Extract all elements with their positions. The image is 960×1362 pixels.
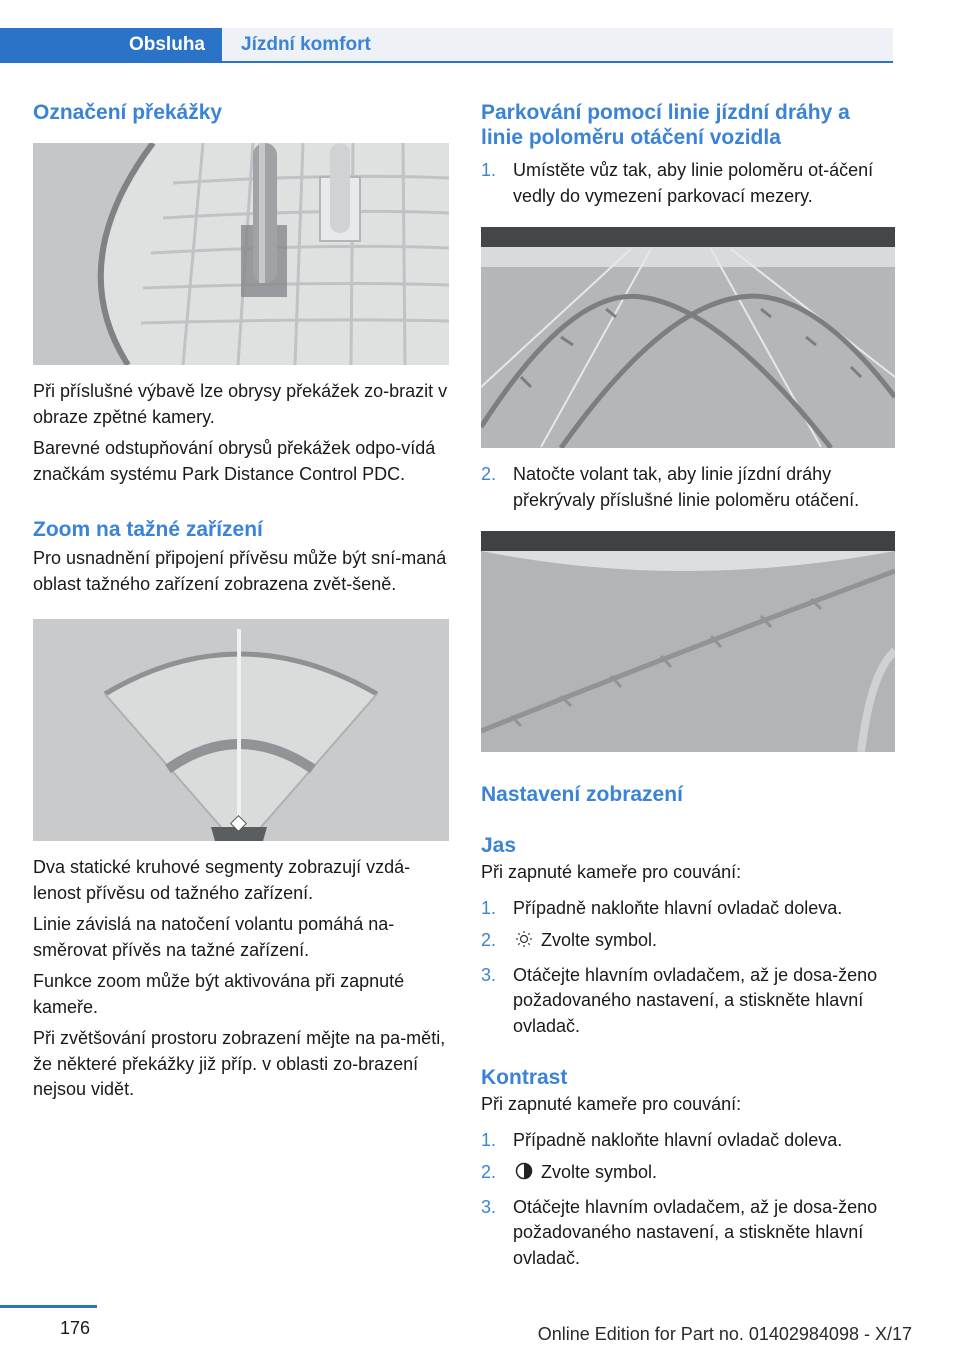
step-text: Umístěte vůz tak, aby linie poloměru ot-áčení vedly do vymezení parkovací mezery. [513, 160, 874, 206]
zoom-title: Zoom na tažné zařízení [33, 518, 263, 541]
header-divider [0, 61, 893, 63]
zoom-paragraph-5: Při zvětšování prostoru zobrazení mějte na pa-měti, že některé překážky již příp. v oblasti zo-brazení nejsou vidět. [33, 1028, 446, 1099]
footer-divider [0, 1305, 97, 1308]
contrast-icon [513, 1162, 535, 1188]
contrast-title: Kontrast [481, 1066, 568, 1089]
brightness-steps [481, 896, 895, 1040]
step-text: Otáčejte hlavním ovladačem, až je dosa-ženo požadovaného nastavení, a stiskněte hlavní ovladač. [513, 964, 878, 1036]
step-number: 2. [481, 464, 497, 484]
list-item [481, 1128, 895, 1154]
left-column [33, 100, 449, 1103]
edition-footer: Online Edition for Part no. 01402984098 - X/17 [537, 1324, 912, 1344]
header-tabs [0, 28, 893, 61]
list-item [481, 963, 895, 1040]
step-text: Případně nakloňte hlavní ovladač doleva. [513, 897, 843, 918]
zoom-paragraph-1: Pro usnadnění připojení přívěsu může být sní-maná oblast tažného zařízení zobrazena zvět-šeně. [33, 548, 447, 594]
step-number: 2. [481, 930, 497, 950]
step-number: 1. [481, 1129, 497, 1150]
brightness-intro: Při zapnuté kameře pro couvání: [481, 862, 742, 882]
obstacle-title: Označení překážky [33, 101, 223, 124]
obstacle-paragraph-2: Barevné odstupňování obrysů překážek odpo-vídá značkám systému Park Distance Control PDC. [33, 438, 436, 484]
page-number: 176 [60, 1318, 91, 1338]
parking-steps-2 [481, 462, 895, 513]
step-number: 2. [481, 1162, 497, 1182]
list-item [481, 896, 895, 922]
step-number: 3. [481, 1196, 497, 1217]
list-item [481, 158, 895, 209]
parking-title: Parkování pomocí linie jízdní dráhy a linie poloměru otáčení vozidla [481, 101, 850, 149]
step-number: 1. [481, 897, 497, 918]
step-number: 3. [481, 964, 497, 985]
list-item [481, 462, 895, 513]
step-text: Případně nakloňte hlavní ovladač doleva. [513, 1129, 843, 1150]
obstacle-paragraph-1: Při příslušné výbavě lze obrysy překážek zo-brazit v obraze zpětné kamery. [33, 381, 448, 427]
obstacle-marking-image [33, 143, 449, 365]
zoom-paragraph-3: Linie závislá na natočení volantu pomáhá na-směrovat přívěs na tažné zařízení. [33, 914, 395, 960]
display-settings-title: Nastavení zobrazení [481, 783, 683, 806]
list-item [481, 1195, 895, 1272]
contrast-intro: Při zapnuté kameře pro couvání: [481, 1094, 742, 1114]
trailer-hitch-zoom-image [33, 619, 449, 841]
contrast-steps [481, 1128, 895, 1272]
step-text: Zvolte symbol. [541, 1162, 658, 1182]
tab-obsluha[interactable]: Obsluha [0, 28, 222, 61]
right-column [481, 100, 895, 1271]
step-number: 1. [481, 160, 497, 180]
parking-guide-lines-image [481, 227, 895, 448]
parking-overlap-image [481, 531, 895, 752]
list-item [481, 928, 895, 956]
brightness-title: Jas [481, 834, 517, 857]
step-text: Zvolte symbol. [541, 930, 658, 950]
step-text: Otáčejte hlavním ovladačem, až je dosa-ženo požadovaného nastavení, a stiskněte hlavní ovladač. [513, 1196, 878, 1268]
list-item [481, 1160, 895, 1188]
zoom-paragraph-4: Funkce zoom může být aktivována při zapnuté kameře. [33, 971, 405, 1017]
step-text: Natočte volant tak, aby linie jízdní dráhy překrývaly příslušné linie poloměru otáčení. [513, 464, 860, 510]
sun-icon [513, 930, 535, 956]
zoom-paragraph-2: Dva statické kruhové segmenty zobrazují vzdá-lenost přívěsu od tažného zařízení. [33, 857, 411, 903]
tab-jizdni-komfort[interactable]: Jízdní komfort [222, 28, 893, 61]
parking-steps-1 [481, 158, 895, 209]
